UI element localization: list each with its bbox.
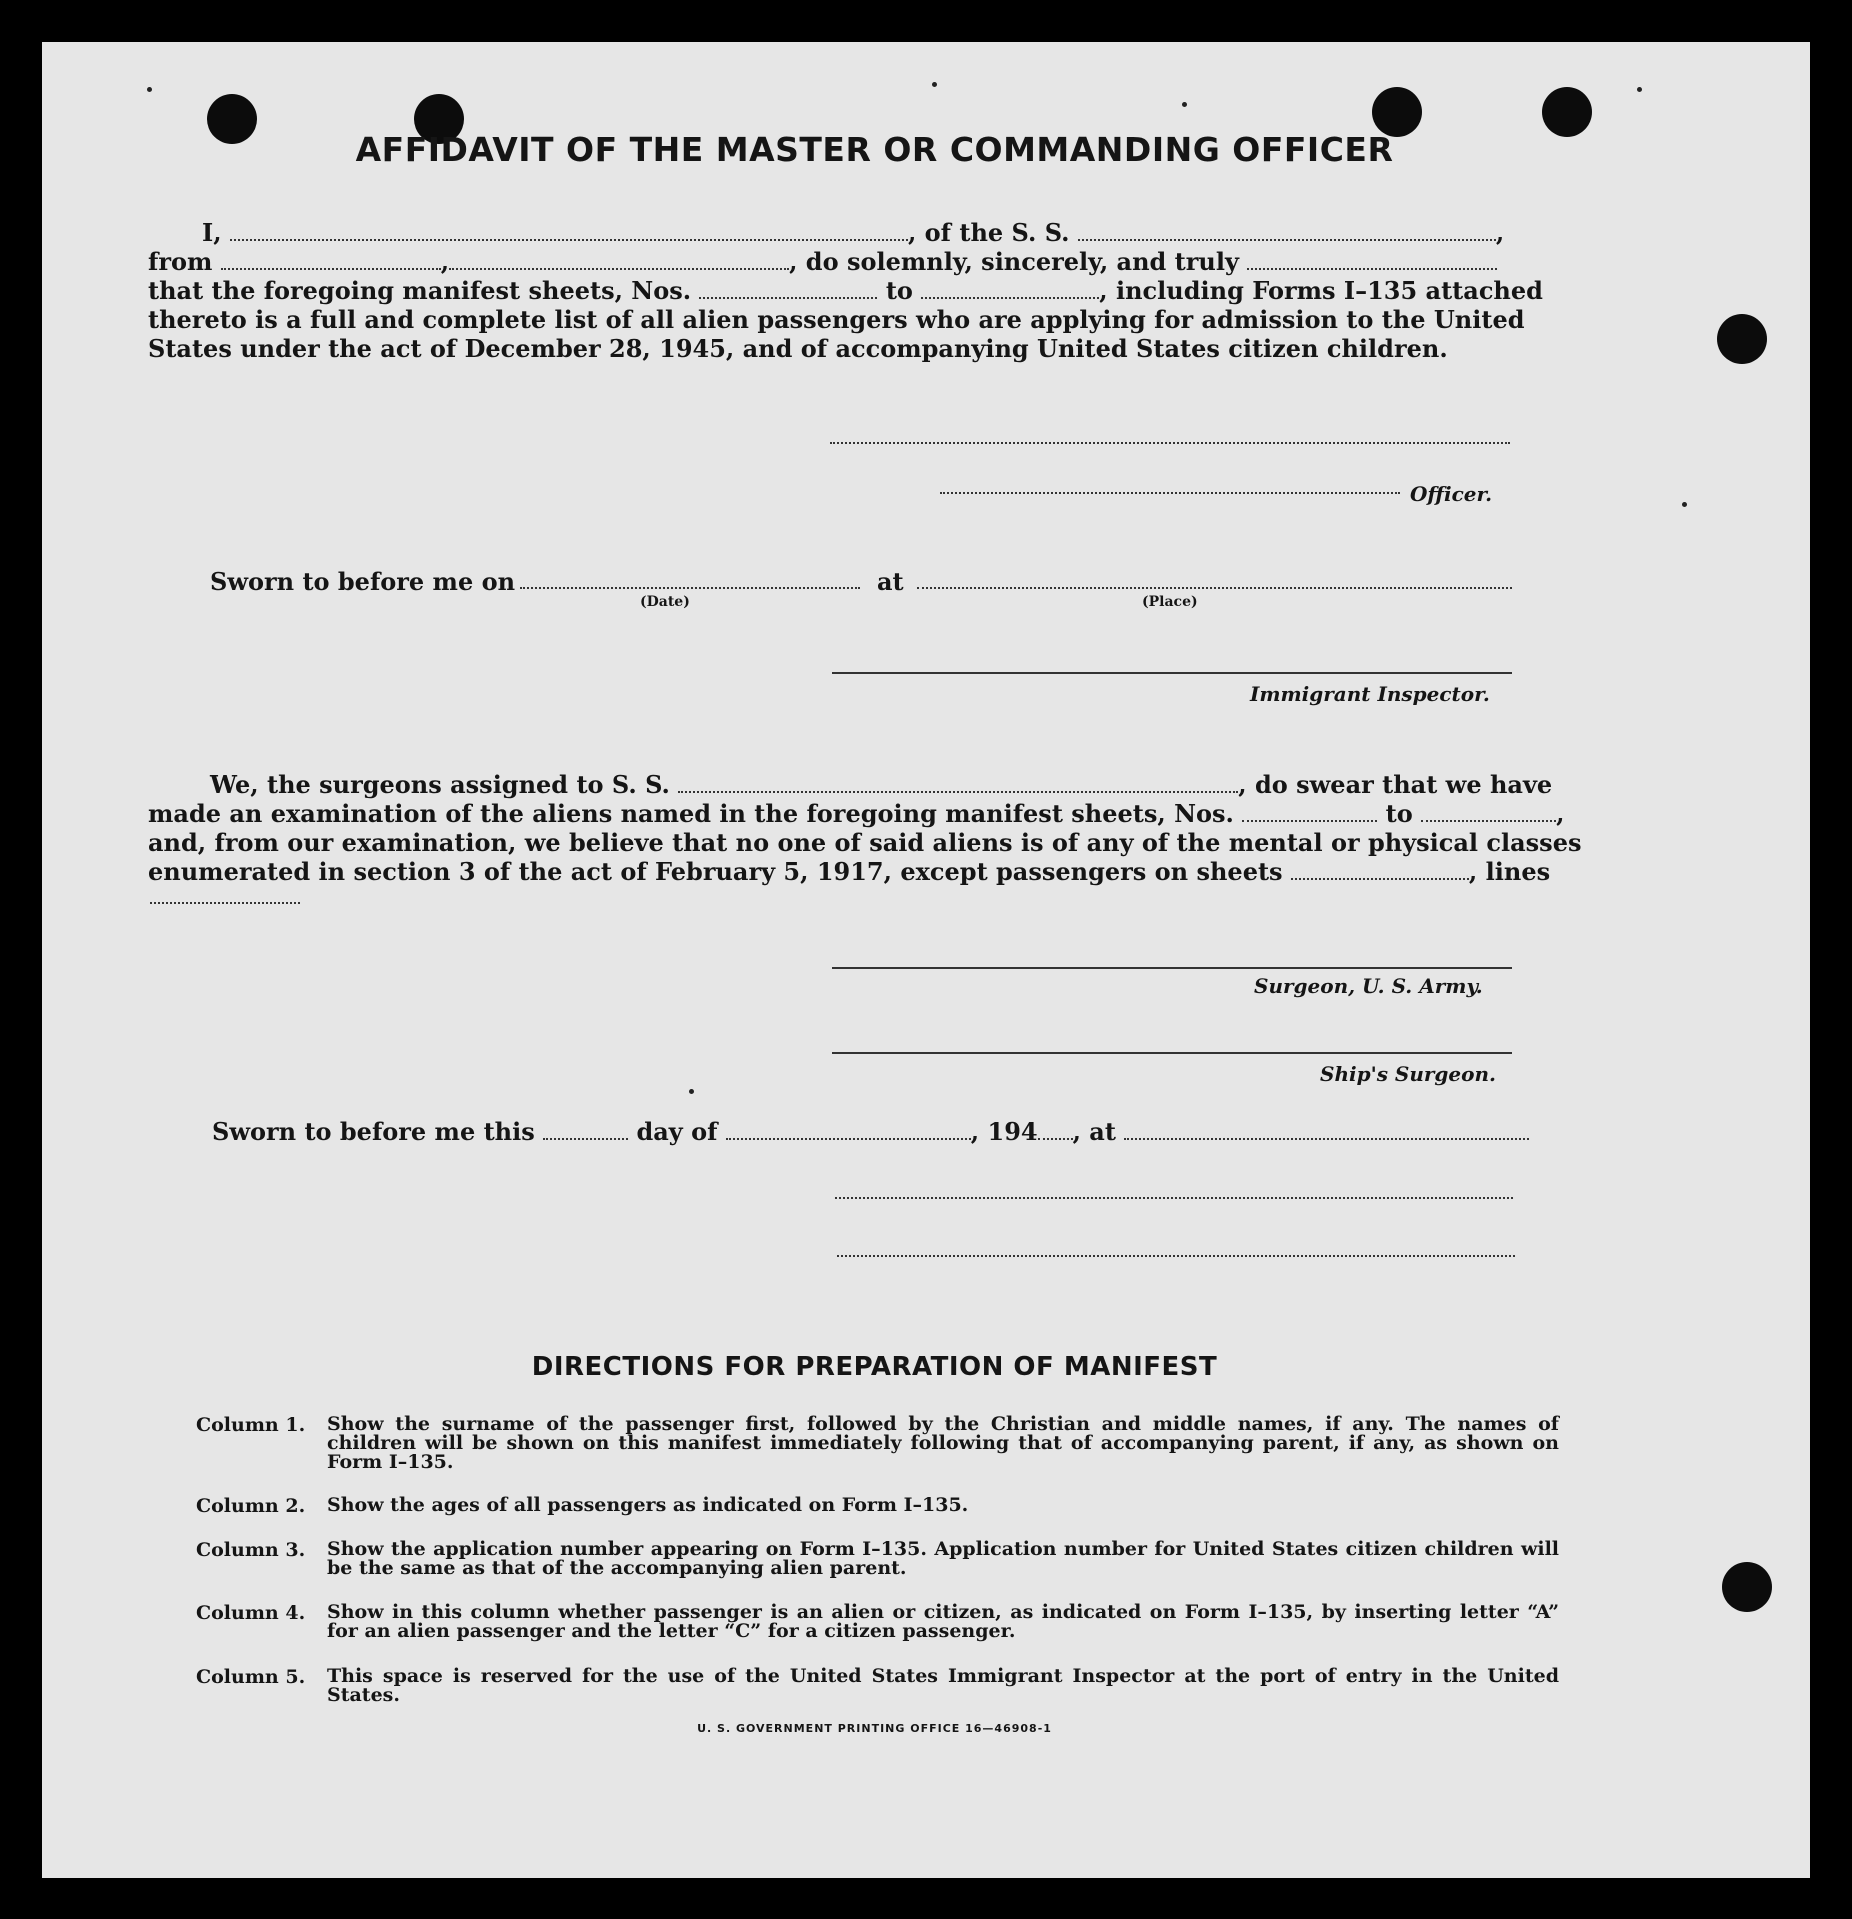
ship-surgeon-caption: Ship's Surgeon.	[1320, 1062, 1496, 1086]
manifest-sheets-label: that the foregoing manifest sheets, Nos.	[148, 276, 692, 305]
year-label: , 194	[970, 1117, 1038, 1146]
place-caption: (Place)	[1142, 594, 1198, 610]
sworn-date-field[interactable]	[520, 587, 860, 589]
surgeons-ship-field[interactable]	[678, 773, 1238, 793]
comma: ,	[440, 247, 450, 276]
ship-name-field[interactable]	[1078, 221, 1496, 241]
paper-speck	[689, 1089, 694, 1094]
sworn-month-field[interactable]	[726, 1120, 971, 1140]
sworn-this-label: Sworn to before me this	[212, 1117, 535, 1146]
from-country-field[interactable]	[449, 250, 789, 270]
column-5-text: This space is reserved for the use of the United States Immigrant Inspector at the port of entry in the United States.	[327, 1665, 1559, 1706]
affidavit-line-4: thereto is a full and complete list of all alien passengers who are applying for admission to the United	[148, 305, 1525, 334]
surgeons-ss-label: We, the surgeons assigned to S. S.	[210, 770, 670, 799]
except-lines-field[interactable]	[150, 902, 300, 904]
date-caption: (Date)	[640, 594, 690, 610]
affidavit-line-5: States under the act of December 28, 1945, and of accompanying United States citizen children.	[148, 334, 1448, 363]
column-3-text: Show the application number appearing on Form I–135. Application number for United States citizen children will be the same as that of the accompanying alien parent.	[327, 1538, 1559, 1579]
swear-label: , do swear that we have	[1238, 770, 1553, 799]
sworn-officer-label: Sworn to before me on	[210, 567, 516, 596]
column-5-label: Column 5.	[196, 1666, 306, 1688]
except-label: enumerated in section 3 of the act of February 5, 1917, except passengers on sheets	[148, 857, 1283, 886]
surgeons-line-2	[148, 799, 1564, 829]
from-label: from	[148, 247, 213, 276]
of-ss-label: , of the S. S.	[907, 218, 1070, 247]
to-label: to	[885, 276, 913, 305]
sworn-signature-line-1[interactable]	[835, 1197, 1513, 1199]
affidavit-line-2	[148, 247, 1497, 277]
army-surgeon-signature-line[interactable]	[832, 967, 1512, 969]
officer-rank-line[interactable]	[940, 492, 1400, 494]
surgeons-line-1	[210, 770, 1552, 800]
from-port-field[interactable]	[221, 250, 441, 270]
form-sheet	[42, 42, 1810, 1878]
sworn-at-label: at	[877, 567, 904, 596]
to-label: to	[1385, 799, 1413, 828]
lines-label: , lines	[1468, 857, 1551, 886]
paper-speck	[1182, 102, 1187, 107]
army-surgeon-caption: Surgeon, U. S. Army.	[1254, 974, 1483, 998]
sheet-to-field[interactable]	[921, 279, 1099, 299]
solemnly-label: , do solemnly, sincerely, and truly	[789, 247, 1239, 276]
printing-office-footer: U. S. GOVERNMENT PRINTING OFFICE 16—46908-1	[697, 1722, 1052, 1735]
affidavit-title: AFFIDAVIT OF THE MASTER OR COMMANDING OFFICER	[355, 130, 1394, 169]
paper-speck	[932, 82, 937, 87]
column-2-label: Column 2.	[196, 1495, 306, 1517]
except-sheets-field[interactable]	[1291, 860, 1469, 880]
paper-speck	[147, 87, 152, 92]
column-2-text: Show the ages of all passengers as indicated on Form I–135.	[327, 1494, 969, 1516]
surgeons-line-3: and, from our examination, we believe that no one of said aliens is of any of the mental or physical classes	[148, 828, 1582, 857]
affidavit-line-1	[202, 218, 1504, 248]
sworn-at-label-2: , at	[1072, 1117, 1116, 1146]
comma: ,	[1495, 218, 1505, 247]
punch-hole	[1717, 314, 1767, 364]
sworn-place-field[interactable]	[917, 587, 1512, 589]
master-name-field[interactable]	[230, 221, 908, 241]
inspector-caption: Immigrant Inspector.	[1250, 682, 1490, 706]
sworn-day-field[interactable]	[543, 1120, 628, 1140]
ship-surgeon-signature-line[interactable]	[832, 1052, 1512, 1054]
comma: ,	[1556, 799, 1565, 828]
punch-hole	[1722, 1562, 1772, 1612]
sworn-signature-line-2[interactable]	[837, 1255, 1515, 1257]
column-1-text: Show the surname of the passenger first, followed by the Christian and middle names, if any. The names of children will be shown on this manifest immediately following that of accompanying parent, if any, as shown on Form I–135.	[327, 1413, 1559, 1473]
sworn-year-digit-field[interactable]	[1038, 1120, 1073, 1140]
sworn-place-field-2[interactable]	[1124, 1120, 1529, 1140]
column-4-label: Column 4.	[196, 1602, 306, 1624]
oath-field[interactable]	[1247, 250, 1497, 270]
surgeons-line-4	[148, 857, 1550, 887]
officer-caption: Officer.	[1410, 482, 1493, 506]
column-3-label: Column 3.	[196, 1539, 306, 1561]
sworn-surgeons-line	[212, 1117, 1529, 1147]
affidavit-i-label: I,	[202, 218, 222, 247]
column-4-text: Show in this column whether passenger is an alien or citizen, as indicated on Form I–135, by inserting letter “A” for an alien passenger and the letter “C” for a citizen passenger.	[327, 1601, 1559, 1642]
paper-speck	[1637, 87, 1642, 92]
day-of-label: day of	[636, 1117, 718, 1146]
sheet-from-field[interactable]	[699, 279, 877, 299]
including-label: , including Forms I–135 attached	[1099, 276, 1543, 305]
exam-sheet-to-field[interactable]	[1421, 802, 1556, 822]
directions-title: DIRECTIONS FOR PREPARATION OF MANIFEST	[531, 1352, 1218, 1382]
column-1-label: Column 1.	[196, 1414, 306, 1436]
affidavit-line-3	[148, 276, 1543, 306]
inspector-signature-line[interactable]	[832, 672, 1512, 674]
master-signature-line[interactable]	[830, 442, 1510, 444]
exam-sheet-from-field[interactable]	[1242, 802, 1377, 822]
examination-label: made an examination of the aliens named in the foregoing manifest sheets, Nos.	[148, 799, 1234, 828]
paper-speck	[1682, 502, 1687, 507]
